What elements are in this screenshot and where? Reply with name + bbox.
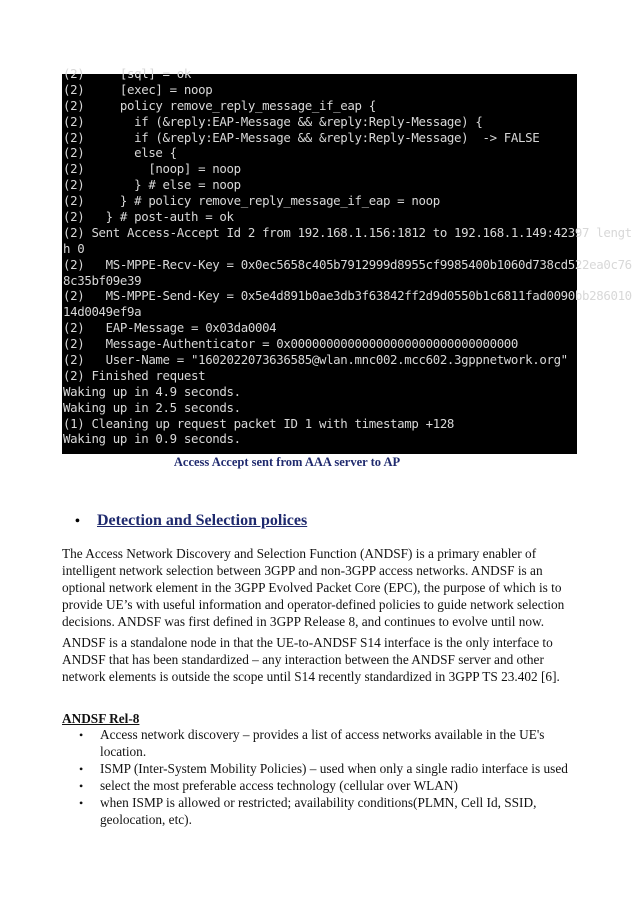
terminal-line: 14d0049ef9a <box>63 304 142 320</box>
section-heading-text: Detection and Selection polices <box>97 512 308 529</box>
figure-caption-text: Access Accept sent from AAA server to AP <box>173 455 401 469</box>
terminal-line: (2) MS-MPPE-Recv-Key = 0x0ec5658c405b7912999d8955cf9985400b1060d738cd522ea0c76 <box>63 256 632 272</box>
terminal-line: (2) } # policy remove_reply_message_if_eap = noop <box>63 193 440 209</box>
terminal-line: (2) Message-Authenticator = 0x00000000000000000000000000000000 <box>63 336 519 352</box>
terminal-screenshot <box>62 66 632 454</box>
list-item <box>62 761 582 778</box>
terminal-line: Waking up in 4.9 seconds. <box>63 383 241 399</box>
terminal-line: (2) } # post-auth = ok <box>63 209 234 225</box>
figure-caption <box>0 455 638 470</box>
terminal-line: (2) EAP-Message = 0x03da0004 <box>63 320 277 336</box>
terminal-line: (2) if (&reply:EAP-Message && &reply:Reply-Message) { <box>63 113 483 129</box>
list-item-text: Access network discovery – provides a list of access networks available in the UE's location. <box>100 727 545 759</box>
terminal-line: (2) [exec] = noop <box>63 81 213 97</box>
terminal-line: (2) else { <box>63 145 177 161</box>
terminal-output <box>62 66 632 447</box>
terminal-line: (2) Sent Access-Accept Id 2 from 192.168.1.156:1812 to 192.168.1.149:42397 lengt <box>63 224 632 240</box>
bullet-icon: • <box>79 795 84 810</box>
bullet-icon: • <box>75 514 80 529</box>
section-heading <box>75 512 307 530</box>
terminal-line: Waking up in 0.9 seconds. <box>63 431 241 447</box>
terminal-line: (2) MS-MPPE-Send-Key = 0x5e4d891b0ae3db3f63842ff2d9d0550b1c6811fad0090bb286010 <box>63 288 632 304</box>
rel8-feature-list <box>62 727 582 828</box>
terminal-line: (2) } # else = noop <box>63 177 241 193</box>
list-item <box>62 727 582 761</box>
sub-heading-andsf-rel8: ANDSF Rel-8 <box>62 711 140 726</box>
terminal-line: (2) Finished request <box>63 367 206 383</box>
list-item <box>62 795 582 829</box>
list-item-text: when ISMP is allowed or restricted; availability conditions(PLMN, Cell Id, SSID, geolocation, etc). <box>100 794 537 827</box>
terminal-line: h 0 <box>63 240 85 256</box>
bullet-icon: • <box>79 778 84 793</box>
list-item-text: ISMP (Inter-System Mobility Policies) – used when only a single radio interface is used <box>100 760 568 776</box>
terminal-line: (2) [sql] = ok <box>63 66 191 81</box>
list-item <box>62 778 582 795</box>
bullet-icon: • <box>79 761 84 776</box>
paragraph-andsf-intro: The Access Network Discovery and Selection Function (ANDSF) is a primary enabler of intelligent network selection between 3GPP and non-3GPP access networks. ANDSF is an optional network element in the 3GPP Evolved Packet Core (EPC), the purpose of which is to provide UE’s with useful information and operator-defined policies to guide network selection decisions. ANDSF was first defined in 3GPP Release 8, and continues to evolve until now. <box>62 546 565 629</box>
terminal-line: 8c35bf09e39 <box>63 272 142 288</box>
terminal-line: (2) if (&reply:EAP-Message && &reply:Reply-Message) -> FALSE <box>63 129 540 145</box>
terminal-line: (2) policy remove_reply_message_if_eap { <box>63 97 376 113</box>
list-item-text: select the most preferable access technology (cellular over WLAN) <box>100 777 458 793</box>
terminal-line: (2) [noop] = noop <box>63 161 241 177</box>
bullet-icon: • <box>79 728 84 742</box>
terminal-line: Waking up in 2.5 seconds. <box>63 399 241 415</box>
terminal-line: (2) User-Name = "1602022073636585@wlan.mnc002.mcc602.3gppnetwork.org" <box>63 352 568 368</box>
terminal-line: (1) Cleaning up request packet ID 1 with timestamp +128 <box>63 415 455 431</box>
paragraph-andsf-standalone: ANDSF is a standalone node in that the UE-to-ANDSF S14 interface is the only interface to ANDSF that has been standardized – any interaction between the ANDSF server and other network elements is outside the scope until S14 recently standardized in 3GPP TS 23.402 [6]. <box>62 635 560 684</box>
